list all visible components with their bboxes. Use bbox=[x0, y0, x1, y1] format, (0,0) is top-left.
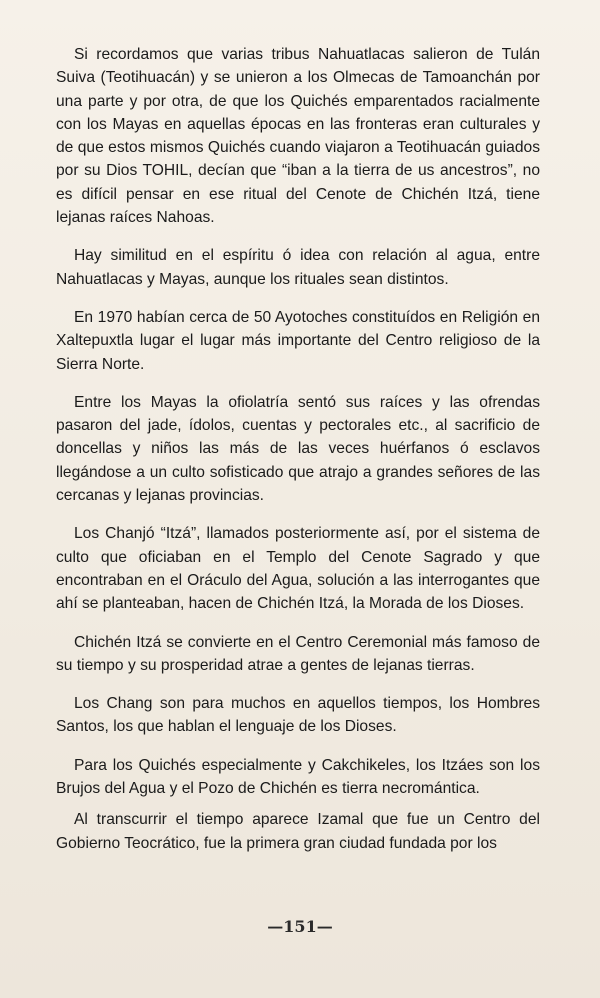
paragraph-1: Si recordamos que varias tribus Nahuatlacas salieron de Tulán Suiva (Teotihuacán) y se unieron a los Olmecas de Tamoanchán por una parte y por otra, de que los Quichés emparentados racialmente con los Mayas en aquellas épocas en las fronteras eran culturales y de que estos mismos Quichés cuando viajaron a Teotihuacán guiados por su Dios TOHIL, decían que “iban a la tierra de us ancestros”, no es difícil pensar en ese ritual del Cenote de Chichén Itzá, tiene lejanas raíces Nahoas. bbox=[56, 46, 540, 227]
paragraph-9: Al transcurrir el tiempo aparece Izamal que fue un Centro del Gobierno Teocrático, fue la primera gran ciudad fundada por los bbox=[56, 811, 540, 852]
paragraph-4: Entre los Mayas la ofiolatría sentó sus raíces y las ofrendas pasaron del jade, ídolos, cuentas y pectorales etc., al sacrificio de doncellas y niños las más de las veces huérfanos ó esclavos llegándose a un culto sofisticado que atrajo a grandes señores de las cercanas y lejanas provincias. bbox=[56, 393, 540, 505]
body-text bbox=[56, 43, 540, 855]
paragraph-2: Hay similitud en el espíritu ó idea con relación al agua, entre Nahuatlacas y Mayas, aunque los rituales sean distintos. bbox=[56, 247, 540, 288]
paragraph-3: En 1970 habían cerca de 50 Ayotoches constituídos en Religión en Xaltepuxtla lugar el lugar más importante del Centro religioso de la Sierra Norte. bbox=[56, 308, 540, 373]
paragraph-5: Los Chanjó “Itzá”, llamados posteriormente así, por el sistema de culto que oficiaban en el Templo del Cenote Sagrado y que encontraban en el Oráculo del Agua, solución a las interrogantes que ahí se planteaban, hacen de Chichén Itzá, la Morada de los Dioses. bbox=[56, 525, 540, 613]
paragraph-6: Chichén Itzá se convierte en el Centro Ceremonial más famoso de su tiempo y su prosperidad atrae a gentes de lejanas tierras. bbox=[56, 633, 540, 674]
paragraph-8: Para los Quichés especialmente y Cakchikeles, los Itzáes son los Brujos del Agua y el Pozo de Chichén es tierra necromántica. bbox=[56, 756, 540, 798]
page-number: —151— bbox=[267, 917, 333, 936]
paragraph-7: Los Chang son para muchos en aquellos tiempos, los Hombres Santos, los que hablan el lenguaje de los Dioses. bbox=[56, 695, 540, 736]
